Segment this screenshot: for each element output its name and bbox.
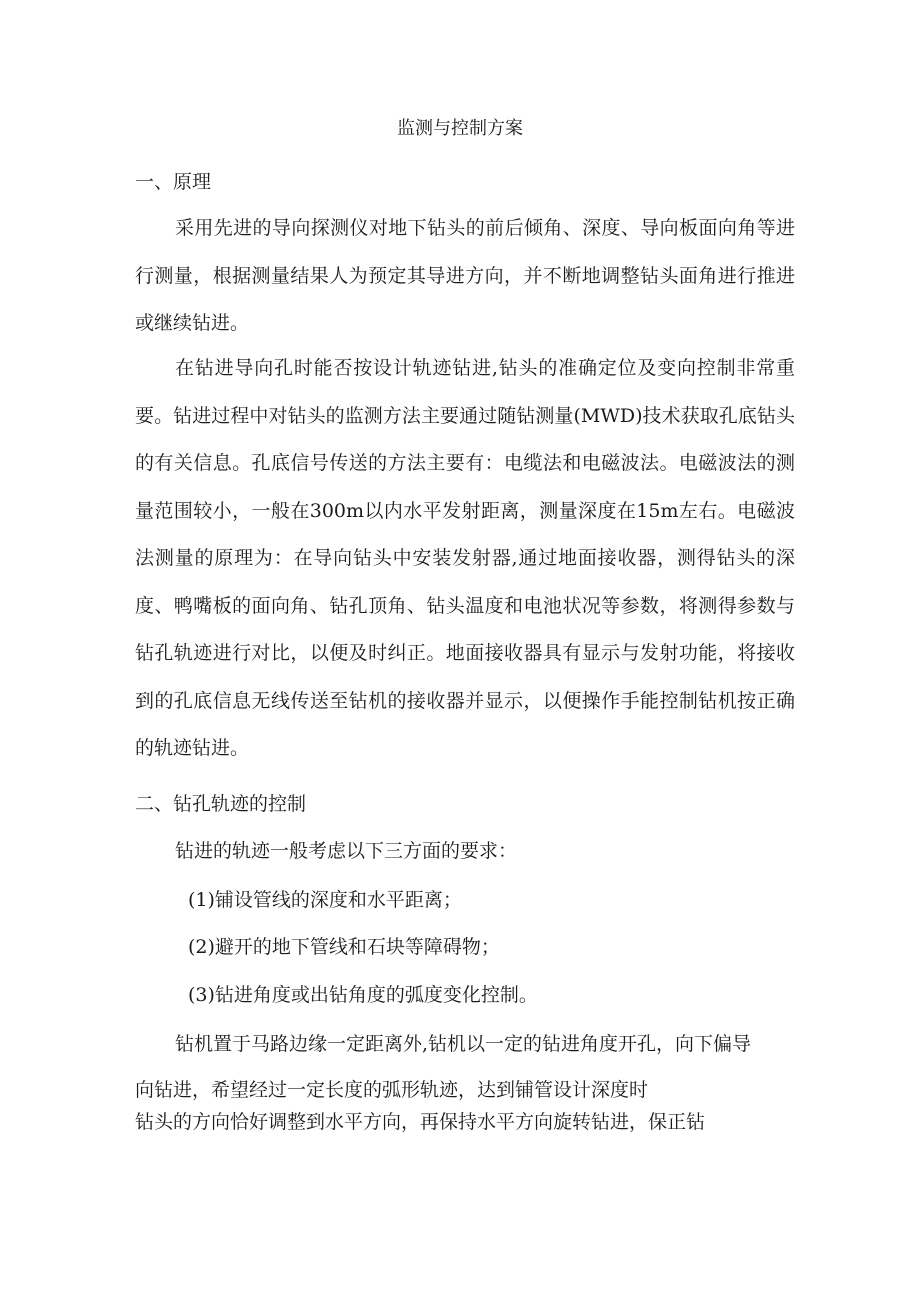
paragraph-line: 向钻进，希望经过一定长度的弧形轨迹，达到铺管设计深度时: [135, 1079, 649, 1101]
list-item: (1)铺设管线的深度和水平距离；: [188, 889, 462, 911]
section-heading-principle: 一、原理: [135, 171, 212, 193]
list-item: (3)钻进角度或出钻角度的弧度变化控制。: [188, 984, 538, 1006]
trajectory-intro: 钻进的轨迹一般考虑以下三方面的要求：: [175, 840, 518, 862]
list-item: (2)避开的地下管线和石块等障碍物；: [188, 936, 500, 958]
paragraph-line: 钻机置于马路边缘一定距离外,钻机以一定的钻进角度开孔，向下偏导: [175, 1033, 752, 1055]
document-title: 监测与控制方案: [397, 118, 523, 139]
paragraph-principle-detail: 在钻进导向孔时能否按设计轨迹钻进,钻头的准确定位及变向控制非常重要。钻进过程中对钻头的监测方法主要通过随钻测量(MWD)技术获取孔底钻头的有关信息。孔底信号传送的方法主要有：电缆法和电磁波法。电磁波法的测量范围较小，一般在300m以内水平发射距离，测量深度在15m左右。电磁波法测量的原理为：在导向钻头中安装发射器,通过地面接收器，测得钻头的深度、鸭嘴板的面向角、钻孔顶角、钻头温度和电池状况等参数，将测得参数与钻孔轨迹进行对比，以便及时纠正。地面接收器具有显示与发射功能，将接收到的孔底信息无线传送至钻机的接收器并显示，以便操作手能控制钻机按正确的轨迹钻进。: [135, 357, 795, 759]
paragraph-line: 钻头的方向恰好调整到水平方向，再保持水平方向旋转钻进，保正钻: [135, 1111, 706, 1133]
section-heading-trajectory: 二、钻孔轨迹的控制: [135, 793, 307, 815]
paragraph-principle-intro: 采用先进的导向探测仪对地下钻头的前后倾角、深度、导向板面向角等进行测量，根据测量结果人为预定其导进方向，并不断地调整钻头面角进行推进或继续钻进。: [135, 217, 795, 334]
